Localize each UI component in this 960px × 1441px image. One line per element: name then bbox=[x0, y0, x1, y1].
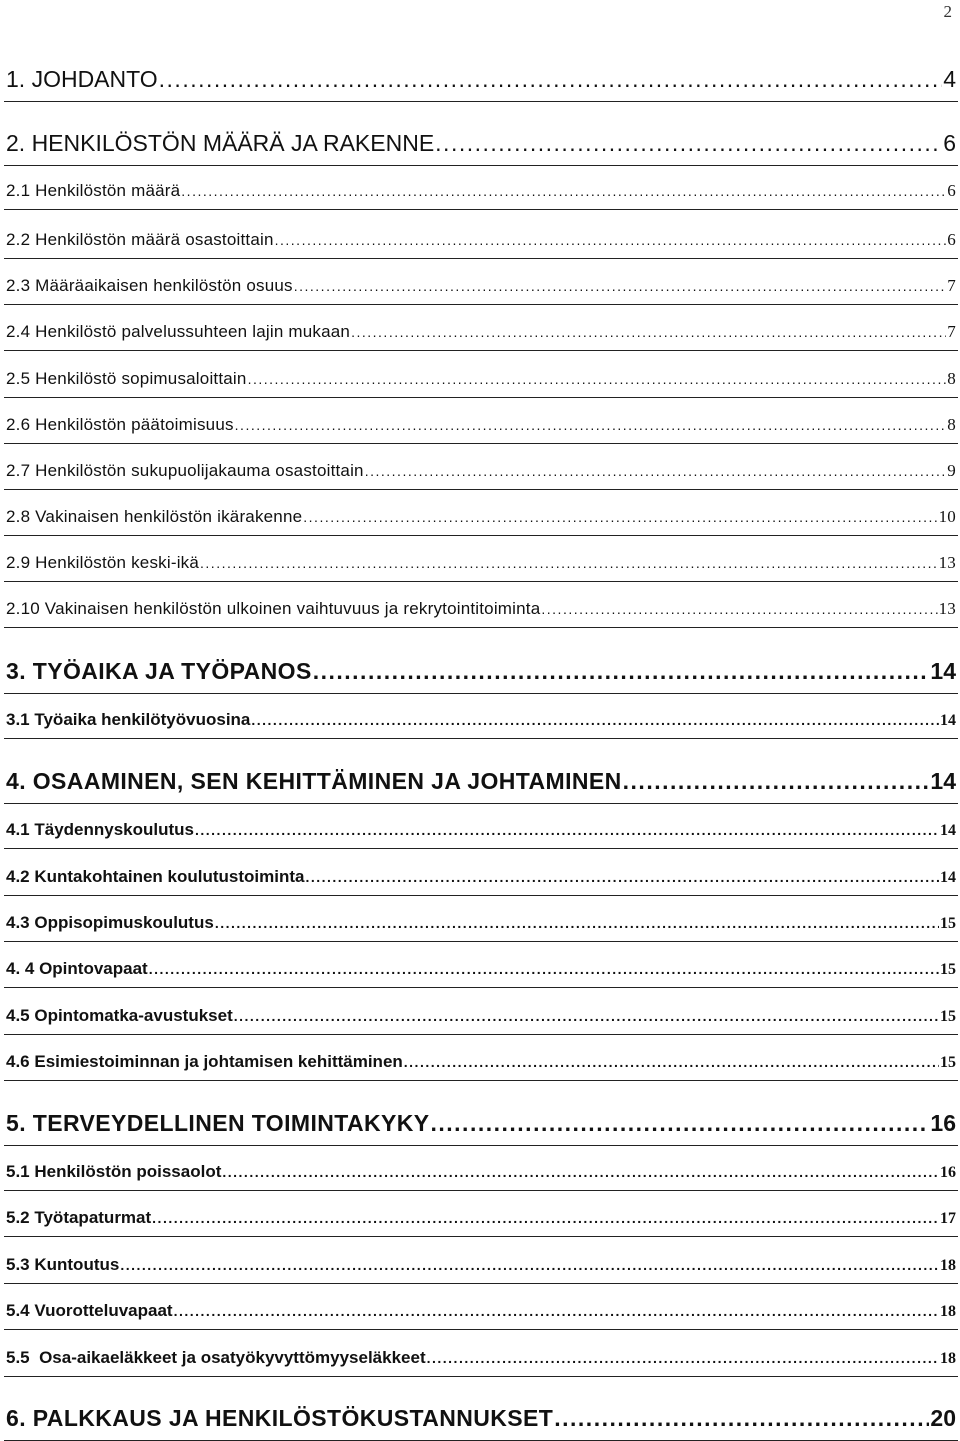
entry-underline bbox=[4, 304, 958, 305]
dot-leader bbox=[200, 555, 938, 571]
toc-entry-title: 2.1 Henkilöstön määrä bbox=[6, 181, 181, 200]
toc-entry-title: 5.2 Työtapaturmat bbox=[6, 1208, 152, 1227]
toc-entry-2-5[interactable] bbox=[6, 369, 956, 389]
dot-leader bbox=[351, 324, 946, 340]
toc-entry-title: 3. TYÖAIKA JA TYÖPANOS bbox=[6, 658, 312, 684]
toc-entry-page: 18 bbox=[940, 1350, 956, 1367]
entry-underline bbox=[4, 941, 958, 942]
toc-entry-3[interactable] bbox=[6, 658, 956, 685]
toc-entry-title: 4.3 Oppisopimuskoulutus bbox=[6, 913, 214, 932]
dot-leader bbox=[275, 232, 947, 248]
toc-entry-title: 2.9 Henkilöstön keski-ikä bbox=[6, 553, 200, 572]
dot-leader bbox=[120, 1257, 939, 1273]
toc-entry-page: 14 bbox=[930, 768, 956, 794]
toc-entry-title: 2.3 Määräaikaisen henkilöstön osuus bbox=[6, 276, 293, 295]
toc-entry-page: 16 bbox=[940, 1164, 956, 1181]
toc-entry-page: 15 bbox=[940, 1008, 956, 1025]
dot-leader bbox=[234, 1008, 939, 1024]
toc-entry-page: 8 bbox=[947, 369, 956, 388]
entry-underline bbox=[4, 1190, 958, 1191]
entry-underline bbox=[4, 1376, 958, 1377]
toc-entry-4-1[interactable] bbox=[6, 820, 956, 840]
entry-underline bbox=[4, 1236, 958, 1237]
toc-entry-page: 14 bbox=[940, 869, 956, 886]
dot-leader bbox=[159, 66, 943, 93]
dot-leader bbox=[427, 1350, 939, 1366]
toc-entry-title: 6. PALKKAUS JA HENKILÖSTÖKUSTANNUKSET bbox=[6, 1405, 554, 1431]
toc-entry-title: 2.6 Henkilöstön päätoimisuus bbox=[6, 415, 234, 434]
dot-leader bbox=[248, 371, 947, 387]
entry-underline bbox=[4, 1145, 958, 1146]
toc-entry-page: 13 bbox=[938, 599, 956, 618]
entry-underline bbox=[4, 443, 958, 444]
dot-leader bbox=[195, 822, 939, 838]
entry-underline bbox=[4, 209, 958, 210]
toc-entry-6[interactable] bbox=[6, 1405, 956, 1432]
toc-entry-title: 2.4 Henkilöstö palvelussuhteen lajin mukaan bbox=[6, 322, 351, 341]
toc-entry-5-3[interactable] bbox=[6, 1255, 956, 1275]
toc-entry-title: 2.8 Vakinaisen henkilöstön ikärakenne bbox=[6, 507, 303, 526]
dot-leader bbox=[365, 463, 947, 479]
toc-entry-title: 4. OSAAMINEN, SEN KEHITTÄMINEN JA JOHTAMINEN bbox=[6, 768, 622, 794]
toc-entry-page: 18 bbox=[940, 1303, 956, 1320]
dot-leader bbox=[235, 417, 947, 433]
dot-leader bbox=[431, 1110, 930, 1137]
toc-entry-title: 2.10 Vakinaisen henkilöstön ulkoinen vaihtuvuus ja rekrytointitoiminta bbox=[6, 599, 541, 618]
toc-entry-page: 6 bbox=[947, 230, 956, 249]
entry-underline bbox=[4, 738, 958, 739]
entry-underline bbox=[4, 1283, 958, 1284]
dot-leader bbox=[251, 712, 939, 728]
toc-entry-2-6[interactable] bbox=[6, 415, 956, 435]
entry-underline bbox=[4, 258, 958, 259]
toc-entry-page: 9 bbox=[947, 461, 956, 480]
entry-underline bbox=[4, 165, 958, 166]
toc-entry-2-8[interactable] bbox=[6, 507, 956, 527]
dot-leader bbox=[181, 183, 946, 199]
toc-entry-page: 20 bbox=[930, 1405, 956, 1431]
dot-leader bbox=[152, 1210, 939, 1226]
toc-entry-3-1[interactable] bbox=[6, 710, 956, 730]
dot-leader bbox=[222, 1164, 939, 1180]
entry-underline bbox=[4, 803, 958, 804]
entry-underline bbox=[4, 581, 958, 582]
entry-underline bbox=[4, 397, 958, 398]
toc-entry-title: 2.7 Henkilöstön sukupuolijakauma osastoittain bbox=[6, 461, 364, 480]
toc-entry-4-3[interactable] bbox=[6, 913, 956, 933]
toc-entry-page: 7 bbox=[947, 276, 956, 295]
dot-leader bbox=[305, 869, 939, 885]
toc-entry-page: 15 bbox=[940, 961, 956, 978]
dot-leader bbox=[623, 768, 930, 795]
table-of-contents bbox=[6, 0, 958, 1438]
toc-entry-page: 14 bbox=[930, 658, 956, 684]
toc-entry-page: 13 bbox=[938, 553, 956, 572]
toc-entry-title: 2.2 Henkilöstön määrä osastoittain bbox=[6, 230, 274, 249]
toc-entry-5[interactable] bbox=[6, 1110, 956, 1137]
toc-entry-title: 5. TERVEYDELLINEN TOIMINTAKYKY bbox=[6, 1110, 430, 1136]
dot-leader bbox=[404, 1054, 939, 1070]
entry-underline bbox=[4, 987, 958, 988]
entry-underline bbox=[4, 693, 958, 694]
toc-entry-1[interactable] bbox=[6, 66, 956, 93]
toc-entry-2-2[interactable] bbox=[6, 230, 956, 250]
toc-entry-page: 18 bbox=[940, 1257, 956, 1274]
toc-entry-title: 1. JOHDANTO bbox=[6, 66, 158, 92]
dot-leader bbox=[313, 658, 930, 685]
toc-entry-page: 6 bbox=[947, 181, 956, 200]
toc-entry-title: 5.3 Kuntoutus bbox=[6, 1255, 120, 1274]
toc-entry-2-1[interactable] bbox=[6, 181, 956, 201]
toc-entry-title: 5.1 Henkilöstön poissaolot bbox=[6, 1162, 222, 1181]
toc-entry-page: 10 bbox=[938, 507, 956, 526]
toc-entry-4-5[interactable] bbox=[6, 1006, 956, 1026]
toc-entry-4-4[interactable] bbox=[6, 959, 956, 979]
entry-underline bbox=[4, 101, 958, 102]
toc-entry-5-4[interactable] bbox=[6, 1301, 956, 1321]
toc-entry-title: 4. 4 Opintovapaat bbox=[6, 959, 148, 978]
entry-underline bbox=[4, 535, 958, 536]
toc-entry-title: 4.6 Esimiestoiminnan ja johtamisen kehittäminen bbox=[6, 1052, 403, 1071]
dot-leader bbox=[435, 130, 942, 157]
toc-entry-title: 5.5 Osa-aikaeläkkeet ja osatyökyvyttömyyseläkkeet bbox=[6, 1348, 426, 1367]
toc-entry-page: 14 bbox=[940, 712, 956, 729]
toc-entry-title: 3.1 Työaika henkilötyövuosina bbox=[6, 710, 251, 729]
toc-entry-page: 4 bbox=[943, 66, 956, 92]
toc-entry-title: 2. HENKILÖSTÖN MÄÄRÄ JA RAKENNE bbox=[6, 130, 435, 156]
toc-entry-title: 4.1 Täydennyskoulutus bbox=[6, 820, 194, 839]
dot-leader bbox=[554, 1405, 929, 1432]
toc-entry-4-2[interactable] bbox=[6, 867, 956, 887]
toc-entry-4-6[interactable] bbox=[6, 1052, 956, 1072]
toc-entry-2-3[interactable] bbox=[6, 276, 956, 296]
toc-entry-5-2[interactable] bbox=[6, 1208, 956, 1228]
toc-entry-page: 15 bbox=[940, 915, 956, 932]
toc-entry-title: 4.2 Kuntakohtainen koulutustoiminta bbox=[6, 867, 305, 886]
toc-entry-title: 5.4 Vuorotteluvapaat bbox=[6, 1301, 173, 1320]
toc-entry-title: 4.5 Opintomatka-avustukset bbox=[6, 1006, 233, 1025]
toc-entry-page: 15 bbox=[940, 1054, 956, 1071]
entry-underline bbox=[4, 1034, 958, 1035]
dot-leader bbox=[541, 601, 937, 617]
entry-underline bbox=[4, 1080, 958, 1081]
toc-entry-2-4[interactable] bbox=[6, 322, 956, 342]
toc-entry-5-5[interactable] bbox=[6, 1348, 956, 1368]
page-number: 2 bbox=[943, 2, 952, 21]
dot-leader bbox=[294, 278, 947, 294]
toc-entry-page: 17 bbox=[940, 1210, 956, 1227]
dot-leader bbox=[149, 961, 939, 977]
toc-entry-2[interactable] bbox=[6, 130, 956, 157]
entry-underline bbox=[4, 1329, 958, 1330]
toc-entry-page: 14 bbox=[940, 822, 956, 839]
toc-entry-page: 7 bbox=[947, 322, 956, 341]
dot-leader bbox=[215, 915, 939, 931]
toc-entry-page: 6 bbox=[943, 130, 956, 156]
dot-leader bbox=[174, 1303, 939, 1319]
dot-leader bbox=[303, 509, 937, 525]
toc-entry-page: 8 bbox=[947, 415, 956, 434]
toc-entry-2-10[interactable] bbox=[6, 599, 956, 619]
toc-entry-2-9[interactable] bbox=[6, 553, 956, 573]
entry-underline bbox=[4, 848, 958, 849]
entry-underline bbox=[4, 489, 958, 490]
toc-entry-page: 16 bbox=[930, 1110, 956, 1136]
toc-entry-2-7[interactable] bbox=[6, 461, 956, 481]
toc-entry-4[interactable] bbox=[6, 768, 956, 795]
entry-underline bbox=[4, 895, 958, 896]
entry-underline bbox=[4, 350, 958, 351]
toc-entry-5-1[interactable] bbox=[6, 1162, 956, 1182]
entry-underline bbox=[4, 627, 958, 628]
toc-entry-title: 2.5 Henkilöstö sopimusaloittain bbox=[6, 369, 247, 388]
